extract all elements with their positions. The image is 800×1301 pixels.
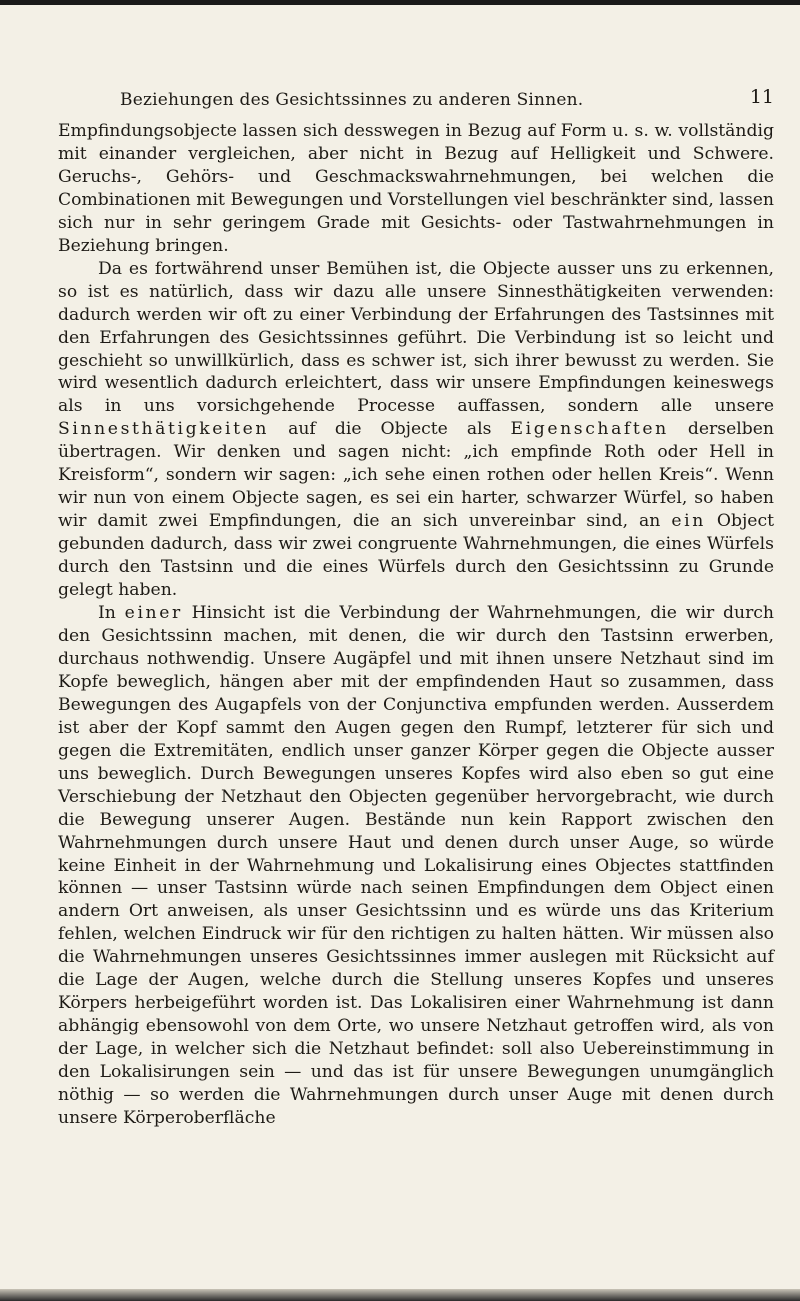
paragraph-1 (58, 120, 774, 258)
text-run: Da es fortwährend unser Bemühen ist, die Objecte ausser uns zu erkennen, so ist es natürlich, dass wir dazu alle unsere Sinnesthätigkeiten verwenden: dadurch werden wir oft zu einer Verbindung der Erfahrungen des Tastsinnes mit den Erfahrungen des Gesichtssinnes geführt. Die Verbindung ist so leicht und geschieht so unwillkürlich, dass es schwer ist, sich ihrer bewusst zu werden. Sie wird wesentlich dadurch erleichtert, dass wir unsere Empfindungen keineswegs als in uns vorsichgehende Processe auffassen, sondern alle unsere (58, 258, 774, 417)
spaced-emphasis: Eigenschaften (510, 419, 669, 440)
text-run: auf die Objecte als (269, 419, 511, 440)
running-head: Beziehungen des Gesichtssinnes zu anderen Sinnen. (120, 90, 584, 110)
spaced-emphasis: einer (124, 603, 183, 624)
page-number: 11 (749, 86, 774, 108)
body-text (58, 120, 774, 1130)
text-run: derselben übertragen. Wir denken und sagen nicht: „ich empfinde Roth oder Hell in Kreisform“, sondern wir sagen: „ich sehe einen rothen oder hellen Kreis“. Wenn wir nun von einem Objecte sagen, es sei ein harter, schwarzer Würfel, so haben wir damit zwei Empfindungen, die an sich unvereinbar sind, an (58, 419, 775, 532)
paragraph-3 (58, 602, 774, 1130)
text-run: Empfindungsobjecte lassen sich desswegen in Bezug auf Form u. s. w. vollständig mit einander vergleichen, aber nicht in Bezug auf Helligkeit und Schwere. Geruchs-, Gehörs- und Geschmackswahrnehmungen, bei welchen die Combinationen mit Bewegungen und Vorstellungen viel beschränkter sind, lassen sich nur in sehr geringem Grade mit Gesichts- oder Tastwahrnehmungen in Beziehung bringen. (58, 121, 774, 256)
text-run: Hinsicht ist die Verbindung der Wahrnehmungen, die wir durch den Gesichtssinn machen, mit denen, die wir durch den Tastsinn erwerben, durchaus nothwendig. Unsere Augäpfel und mit ihnen unsere Netzhaut sind im Kopfe beweglich, hängen aber mit der empfindenden Haut so zusammen, dass Bewegungen des Augapfels von der Conjunctiva empfunden werden. Ausserdem ist aber der Kopf sammt den Augen gegen den Rumpf, letzterer für sich und gegen die Extremitäten, endlich unser ganzer Körper gegen die Objecte ausser uns beweglich. Durch Bewegungen unseres Kopfes wird also eben so gut eine Verschiebung der Netzhaut den Objecten gegenüber hervorgebracht, wie durch die Bewegung unserer Augen. Bestände nun kein Rapport zwischen den Wahrnehmungen durch unsere Haut und denen durch unser Auge, so würde keine Einheit in der Wahrnehmung und Lokalisirung eines Objectes stattfinden können — unser Tastsinn würde nach seinen Empfindungen dem Object einen andern Ort anweisen, als unser Gesichtssinn und es würde uns das Kriterium fehlen, welchen Eindruck wir für den richtigen zu halten hätten. Wir müssen also die Wahrnehmungen unseres Gesichtssinnes immer auslegen mit Rücksicht auf die Lage der Augen, welche durch die Stellung unseres Kopfes und unseres Körpers herbeigeführt worden ist. Das Lokalisiren einer Wahrnehmung ist dann abhängig ebensowohl von dem Orte, wo unsere Netzhaut getroffen wird, als von der Lage, in welcher sich die Netzhaut befindet: soll also Uebereinstimmung in den Lokalisirungen sein — und das ist für unsere Bewegungen unumgänglich nöthig — so werden die Wahrnehmungen durch unser Auge mit denen durch unsere Körperoberfläche (58, 603, 774, 1128)
text-run: In (98, 603, 125, 624)
page-top-edge (0, 0, 800, 5)
spaced-emphasis: ein (671, 511, 706, 532)
text-run: Object gebunden dadurch, dass wir zwei congruente Wahrnehmungen, die eines Würfels durch den Tastsinn und die eines Würfels durch den Gesichtssinn zu Grunde gelegt haben. (58, 511, 774, 601)
page-bottom-edge (0, 1289, 800, 1301)
page-header (58, 86, 774, 114)
paragraph-2 (58, 258, 774, 602)
spaced-emphasis: Sinnesthätigkeiten (58, 419, 270, 440)
